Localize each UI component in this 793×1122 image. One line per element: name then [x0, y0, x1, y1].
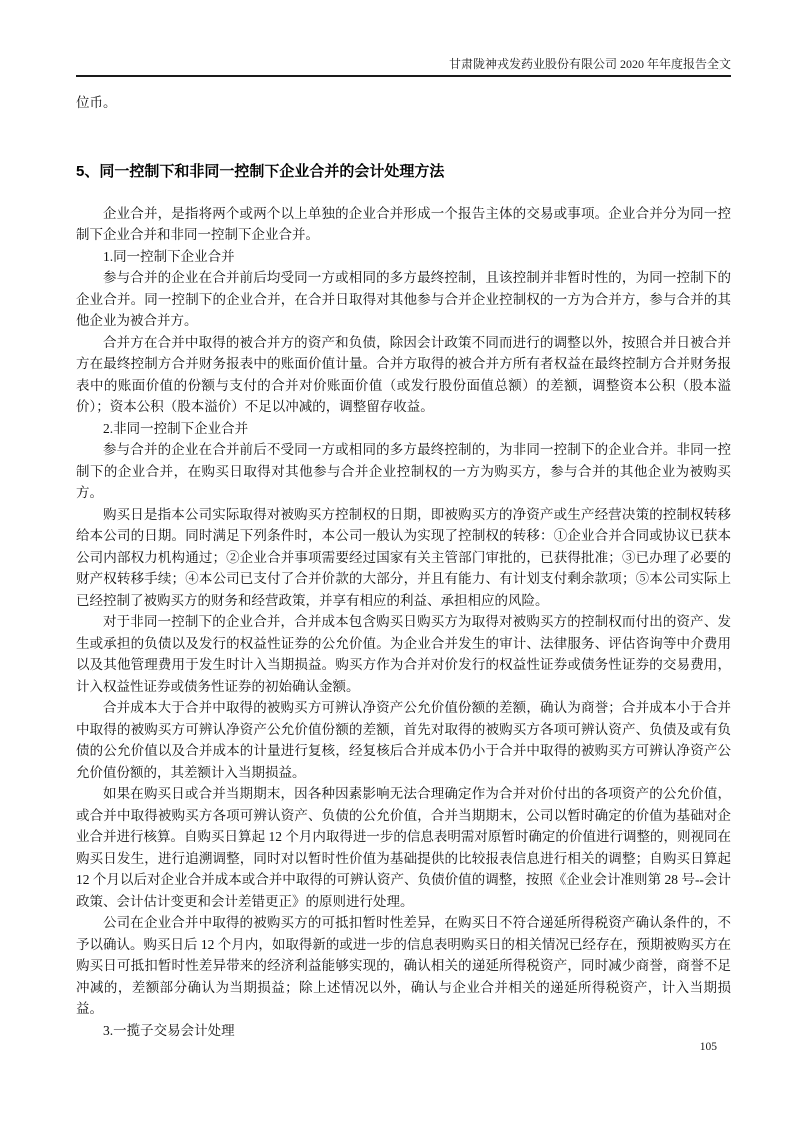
page-footer [76, 1040, 717, 1055]
continuation-text: 位币。 [76, 95, 117, 110]
paragraph: 参与合并的企业在合并前后均受同一方或相同的多方最终控制，且该控制并非暂时性的，为同一控制下的企业合并。同一控制下的企业合并，在合并日取得对其他参与合并企业控制权的一方为合并方，参与合并的其他企业为被合并方。 [76, 270, 731, 328]
paragraph: 参与合并的企业在合并前后不受同一方或相同的多方最终控制的，为非同一控制下的企业合并。非同一控制下的企业合并，在购买日取得对其他参与合并企业控制权的一方为购买方，参与合并的其他企业为被购买方。 [76, 442, 731, 500]
paragraph: 购买日是指本公司实际取得对被购买方控制权的日期，即被购买方的净资产或生产经营决策的控制权转移给本公司的日期。同时满足下列条件时，本公司一般认为实现了控制权的转移：①企业合并合同或协议已获本公司内部权力机构通过；②企业合并事项需要经过国家有关主管部门审批的，已获得批准；③已办理了必要的财产权转移手续；④本公司已支付了合并价款的大部分，并且有能力、有计划支付剩余款项；⑤本公司实际上已经控制了被购买方的财务和经营政策，并享有相应的利益、承担相应的风险。 [76, 506, 731, 608]
subsection-heading: 2.非同一控制下企业合并 [103, 420, 249, 436]
paragraph: 对于非同一控制下的企业合并，合并成本包含购买日购买方为取得对被购买方的控制权而付出的资产、发生或承担的负债以及发行的权益性证券的公允价值。为企业合并发生的审计、法律服务、评估咨询等中介费用以及其他管理费用于发生时计入当期损益。购买方作为合并对价发行的权益性证券或债务性证券的交易费用，计入权益性证券或债务性证券的初始确认金额。 [76, 614, 731, 694]
paragraph: 企业合并，是指将两个或两个以上单独的企业合并形成一个报告主体的交易或事项。企业合并分为同一控制下企业合并和非同一控制下企业合并。 [76, 205, 731, 242]
paragraph: 如果在购买日或合并当期期末，因各种因素影响无法合理确定作为合并对价付出的各项资产的公允价值，或合并中取得被购买方各项可辨认资产、负债的公允价值，合并当期期末，公司以暂时确定的价值为基础对企业合并进行核算。自购买日算起 12 个月内取得进一步的信息表明需对原暂时确定的价值进行调整的，则视同在购买日发生，进行追溯调整，同时对以暂时性价值为基础提供的比较报表信息进行相关的调整；自购买日算起 12 个月以后对企业合并成本或合并中取得的可辨认资产、负债价值的调整，按照《企业会计准则第 28 号--会计政策、会计估计变更和会计差错更正》的原则进行处理。 [76, 786, 731, 909]
subsection-heading: 3.一揽子交易会计处理 [103, 1022, 235, 1038]
paragraph: 公司在企业合并中取得的被购买方的可抵扣暂时性差异，在购买日不符合递延所得税资产确认条件的，不予以确认。购买日后 12 个月内，如取得新的或进一步的信息表明购买日的相关情况已经存在，预期被购买方在购买日可抵扣暂时性差异带来的经济利益能够实现的，确认相关的递延所得税资产，同时减少商誉，商誉不足冲减的，差额部分确认为当期损益；除上述情况以外，确认与企业合并相关的递延所得税资产，计入当期损益。 [76, 915, 731, 1016]
section-heading: 5、同一控制下和非同一控制下企业合并的会计处理方法 [76, 162, 445, 180]
subsection-heading: 1.同一控制下企业合并 [103, 248, 235, 264]
page-header [76, 56, 731, 72]
header-title: 甘肃陇神戎发药业股份有限公司 2020 年年度报告全文 [448, 57, 731, 71]
document-body [76, 92, 731, 1041]
paragraph: 合并方在合并中取得的被合并方的资产和负债，除因会计政策不同而进行的调整以外，按照合并日被合并方在最终控制方合并财务报表中的账面价值计量。合并方取得的被合并方所有者权益在最终控制方合并财务报表中的账面价值的份额与支付的合并对价账面价值（或发行股份面值总额）的差额，调整资本公积（股本溢价）；资本公积（股本溢价）不足以冲减的，调整留存收益。 [76, 334, 731, 414]
header-divider [76, 75, 731, 77]
page-number: 105 [699, 1041, 717, 1053]
paragraph: 合并成本大于合并中取得的被购买方可辨认净资产公允价值份额的差额，确认为商誉；合并成本小于合并中取得的被购买方可辨认净资产公允价值份额的差额，首先对取得的被购买方各项可辨认资产、负债及或有负债的公允价值以及合并成本的计量进行复核，经复核后合并成本仍小于合并中取得的被购买方可辨认净资产公允价值份额的，其差额计入当期损益。 [76, 700, 731, 780]
